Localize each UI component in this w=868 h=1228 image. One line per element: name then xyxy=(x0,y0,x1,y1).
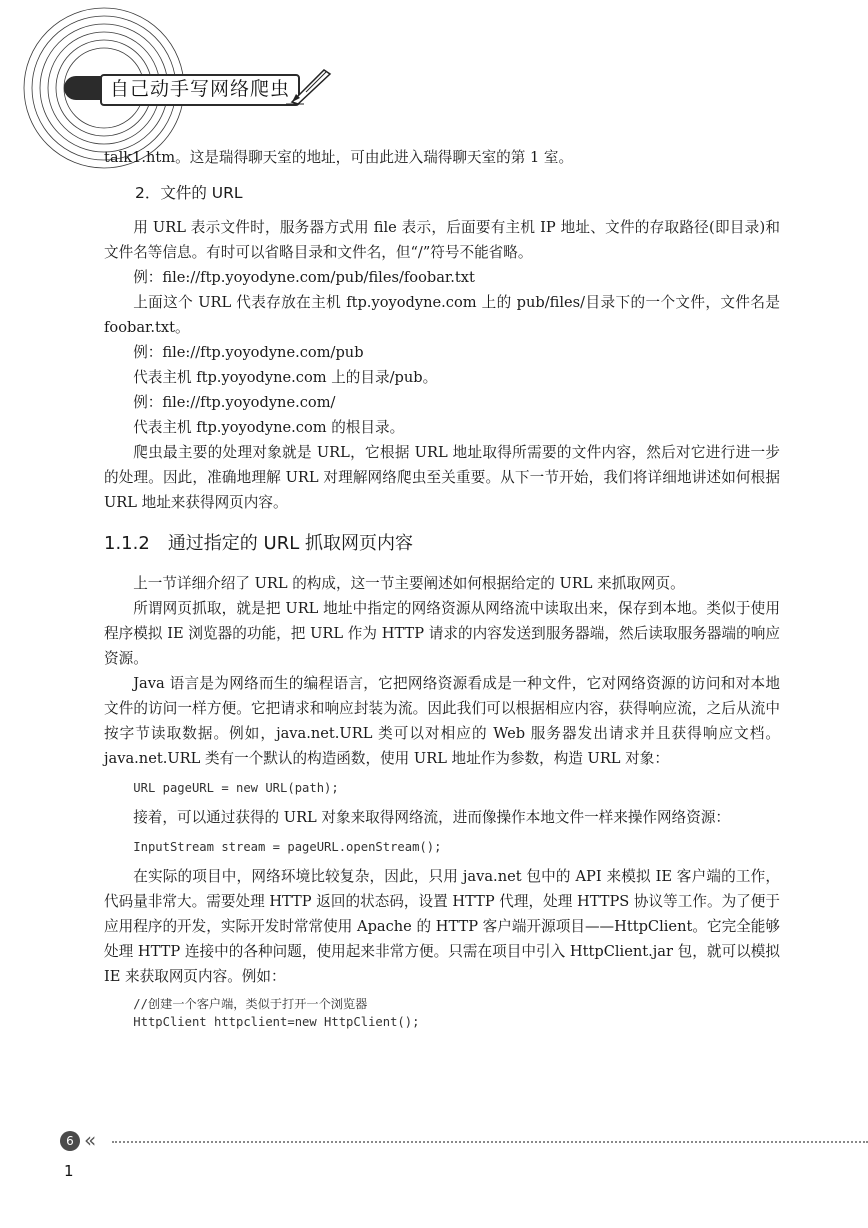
paragraph: 在实际的项目中，网络环境比较复杂，因此，只用 java.net 包中的 API 来模拟 IE 客户端的工作，代码量非常大。需要处理 HTTP 返回的状态码，设置 HTTP 代理，处理 HTTPS 协议等工作。为了便于应用程序的开发，实际开发时常常使用 Apache 的 HTTP 客户端开源项目——HttpClient。它完全能够处理 HTTP 连接中的各种问题，使用起来非常方便。只需在项目中引入 HttpClient.jar 包，就可以模拟 IE 来获取网页内容。例如： xyxy=(104,868,780,985)
code-line: HttpClient httpclient=new HttpClient(); xyxy=(133,1015,420,1029)
paragraph: talk1.htm。这是瑞得聊天室的地址，可由此进入瑞得聊天室的第 1 室。 xyxy=(104,149,574,166)
page-badge: 6 xyxy=(60,1131,80,1151)
chevrons-left-icon: « xyxy=(84,1128,93,1152)
section-heading xyxy=(104,529,780,559)
paragraph: 上面这个 URL 代表存放在主机 ftp.yoyodyne.com 上的 pub/files/目录下的一个文件，文件名是 foobar.txt。 xyxy=(104,294,780,336)
paragraph: 上一节详细介绍了 URL 的构成，这一节主要阐述如何根据给定的 URL 来抓取网页。 xyxy=(133,575,685,592)
pen-icon xyxy=(286,64,336,106)
section-title: 通过指定的 URL 抓取网页内容 xyxy=(167,533,413,554)
example-line: 例：file://ftp.yoyodyne.com/ xyxy=(133,394,336,411)
book-title: 自己动手写网络爬虫 xyxy=(100,74,300,106)
page-number: 1 xyxy=(64,1162,74,1180)
subheading-file-url: 2．文件的 URL xyxy=(135,184,243,202)
paragraph: 代表主机 ftp.yoyodyne.com 上的目录/pub。 xyxy=(133,369,438,386)
code-comment: //创建一个客户端，类似于打开一个浏览器 xyxy=(133,997,368,1011)
paragraph: 所谓网页抓取，就是把 URL 地址中指定的网络资源从网络流中读取出来，保存到本地。类似于使用程序模拟 IE 浏览器的功能，把 URL 作为 HTTP 请求的内容发送到服务器端，然后读取服务器端的响应资源。 xyxy=(104,600,780,667)
paragraph: 用 URL 表示文件时，服务器方式用 file 表示，后面要有主机 IP 地址、文件的存取路径(即目录)和文件名等信息。有时可以省略目录和文件名，但“/”符号不能省略。 xyxy=(104,219,780,261)
code-snippet xyxy=(104,995,780,1031)
example-line: 例：file://ftp.yoyodyne.com/pub/files/foobar.txt xyxy=(133,269,475,286)
code-snippet: URL pageURL = new URL(path); xyxy=(133,781,339,795)
footer-divider xyxy=(112,1141,868,1143)
paragraph: Java 语言是为网络而生的编程语言，它把网络资源看成是一种文件，它对网络资源的访问和对本地文件的访问一样方便。它把请求和响应封装为流。因此我们可以根据相应内容，获得响应流，之后从流中按字节读取数据。例如，java.net.URL 类可以对相应的 Web 服务器发出请求并且获得响应文档。java.net.URL 类有一个默认的构造函数，使用 URL 地址作为参数，构造 URL 对象： xyxy=(104,675,780,767)
paragraph: 代表主机 ftp.yoyodyne.com 的根目录。 xyxy=(133,419,405,436)
section-number: 1.1.2 xyxy=(104,533,150,554)
paragraph: 爬虫最主要的处理对象就是 URL，它根据 URL 地址取得所需要的文件内容，然后对它进行进一步的处理。因此，准确地理解 URL 对理解网络爬虫至关重要。从下一节开始，我们将详细地讲述如何根据 URL 地址来获得网页内容。 xyxy=(104,444,780,511)
paragraph: 接着，可以通过获得的 URL 对象来取得网络流，进而像操作本地文件一样来操作网络资源： xyxy=(133,809,731,826)
example-line: 例：file://ftp.yoyodyne.com/pub xyxy=(133,344,364,361)
page-content xyxy=(104,145,780,1039)
code-snippet: InputStream stream = pageURL.openStream(); xyxy=(133,840,442,854)
